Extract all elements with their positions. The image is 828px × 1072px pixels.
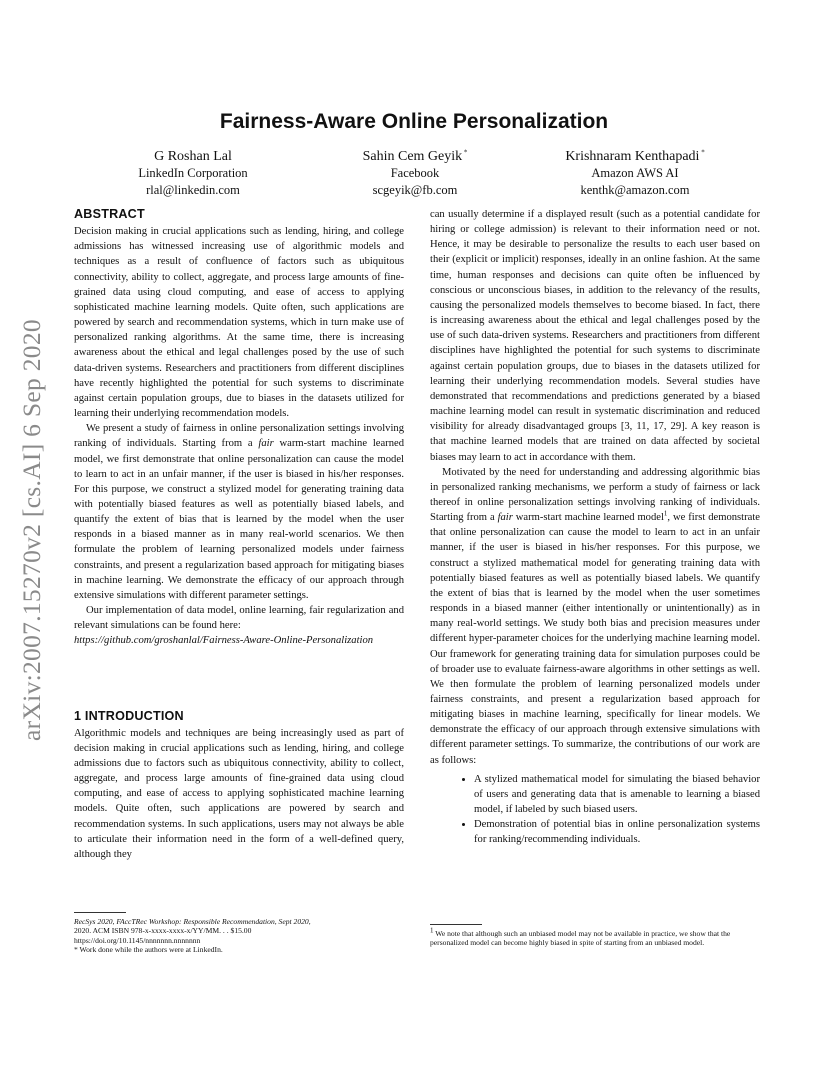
author-block-3 xyxy=(542,148,728,199)
intro-paragraph-1-continued: can usually determine if a displayed result (such as a potential candidate for hiring or college admission) is relevant to their information need or not. Hence, it may be desirable to personalize the results to each user based on their (explicit or implicit) responses, ideally in an online fashion. At the same time, human responses and decisions can quite often be influenced by conscious or unconscious biases, in addition to the relevancy of the results, causing the personalized models themselves to become biased. In fact, there is increasing awareness about the ethical and legal challenges posed by the use of such data-driven systems. Researchers and practitioners from different disciplines have highlighted the potential for such systems to discriminate against certain population groups, due to biases in the datasets utilized for learning their underlying recommendation models. Several studies have demonstrated that recommendations and predictions generated by a biased machine learning model can result in systematic discrimination and reduced visibility for already disadvantaged groups [3, 11, 17, 29]. A key reason is that machine learned models that are trained on data affected by societal biases may learn to act in accordance with them. xyxy=(430,209,760,463)
author-org: Amazon AWS AI xyxy=(591,166,679,180)
footnote-rule-right xyxy=(430,924,482,925)
work-note: * Work done while the authors were at LinkedIn. xyxy=(74,944,223,954)
intro-paragraph-1: Algorithmic models and techniques are being increasingly used as part of decision making in crucial applications such as lending, hiring, and college admissions due to factors such as ubiquitous connectivity, ability to collect, aggregate, and process large amounts of fine-grained data using cloud computing, and ease of access to applying sophisticated machine learning models. Quite often, such applications are powered by search and recommendation systems. In such applications, users may not always be able to articulate their information need in the form of a well-defined query, although they xyxy=(74,727,404,860)
arxiv-side-label: arXiv:2007.15270v2 [cs.AI] 6 Sep 2020 xyxy=(17,319,46,741)
author-block-1 xyxy=(100,148,286,199)
footnote-rule-left xyxy=(74,912,126,913)
code-link[interactable]: https://github.com/groshanlal/Fairness-Aware-Online-Personalization xyxy=(74,635,374,647)
abstract-paragraph-1: Decision making in crucial applications such as lending, hiring, and college admissions has witnessed increasing use of algorithmic models and techniques as a result of confluence of factors such as ubiquitous connectivity, ability to collect, aggregate, and process large amounts of fine-grained data using cloud computing, and ease of access to applying sophisticated machine learning models. Quite often, such applications are powered by search and recommendation systems, which in turn make use of personalized ranking algorithms. At the same time, there is increasing awareness about the ethical and legal challenges posed by the use of such data-driven systems. Researchers and practitioners from different disciplines have recently highlighted the potential for such systems to discriminate against certain population groups, due to biases in the datasets utilized for learning their underlying recommendation models. xyxy=(74,226,404,420)
abstract-heading: ABSTRACT xyxy=(74,207,145,221)
author-name: Krishnaram Kenthapadi * xyxy=(565,148,705,164)
footnote-ref: 1 xyxy=(663,509,668,518)
list-item: • A stylized mathematical model for simulating the biased behavior of users and generating data that is amenable to learning a biased model, if labeled by such biased users. xyxy=(474,772,760,817)
author-email: rlal@linkedin.com xyxy=(146,183,240,197)
abstract-paragraph-2: We present a study of fairness in online personalization settings involving ranking of individuals. Starting from a fair warm-start machine learned model, we first demonstrate that online personalization can cause the model to learn to act in an unfair manner, if the user is biased in his/her responses. For this purpose, we construct a stylized model for generating training data with potentially biased features as well as potentially biased labels, and quantify the extent of bias that is learned by the model when the user responds in a biased manner as in many real-world scenarios. We then formulate the problem of learning personalized models under fairness constraints, and present a regularization based approach for mitigating biases in machine learning. We demonstrate the efficacy of our approach through extensive simulations with different parameter settings. xyxy=(74,423,405,601)
author-block-2 xyxy=(322,148,508,199)
author-email: kenthk@amazon.com xyxy=(580,183,690,197)
footnote-right: $^1$ We note that although such an unbiased model may not be available in practice, we show that the personalized model can become highly biased in spite of starting from an unbiased model. xyxy=(430,926,731,948)
abstract-paragraph-3: Our implementation of data model, online learning, fair regularization and relevant simulations can be found here: xyxy=(74,605,404,632)
isbn-note: 2020. ACM ISBN 978-x-xxxx-xxxx-x/YY/MM. . . $15.00 xyxy=(74,926,252,936)
author-email: scgeyik@fb.com xyxy=(372,183,458,197)
list-item: • Demonstration of potential bias in online personalization systems for ranking/recommending individuals. xyxy=(474,817,760,847)
author-org: Facebook xyxy=(390,166,440,180)
author-name: Sahin Cem Geyik * xyxy=(362,148,468,164)
intro-paragraph-2: Motivated by the need for understanding and addressing algorithmic bias in personalized ranking mechanisms, we perform a study of fairness or lack thereof in online personalization settings involving ranking of individuals. Starting from a fair warm-start machine learned model$^1$, we first demonstrate that online personalization can cause the model to learn to act in an unfair manner, if the user is biased in his/her responses. For this purpose, we construct a stylized mathematical model for generating training data with potentially biased features as well as potentially biased labels. We quantify the extent of bias that is learned by the model when the user sometimes responds in a biased manner (either intentionally or unintentionally) as in many real-world settings. We study both bias and precision measures under different hyper-parameter choices for the underlying machine learning model. Our framework for generating training data for simulation purposes could be of broader use to evaluate fairness-aware algorithms in other settings as well. We then formulate the problem of learning personalized models under fairness constraints, and present a regularization based approach for mitigating biases in machine learning, specifically for linear models. We demonstrate the efficacy of our approach through extensive simulations with different parameter settings. To summarize, the contributions of our work are as follows: xyxy=(430,466,760,766)
right-column xyxy=(430,207,760,848)
paper-title: Fairness-Aware Online Personalization xyxy=(219,110,609,133)
venue-note: RecSys 2020, FAccTRec Workshop: Responsible Recommendation, Sept 2020, xyxy=(74,917,311,926)
footnotes-left xyxy=(74,917,404,954)
author-org: LinkedIn Corporation xyxy=(138,166,248,180)
contributions-list xyxy=(430,772,760,848)
doi-note[interactable]: https://doi.org/10.1145/nnnnnnn.nnnnnnn xyxy=(74,935,201,945)
author-name: G Roshan Lal xyxy=(154,149,232,164)
introduction-heading: 1 INTRODUCTION xyxy=(74,708,184,723)
left-column xyxy=(74,207,404,862)
